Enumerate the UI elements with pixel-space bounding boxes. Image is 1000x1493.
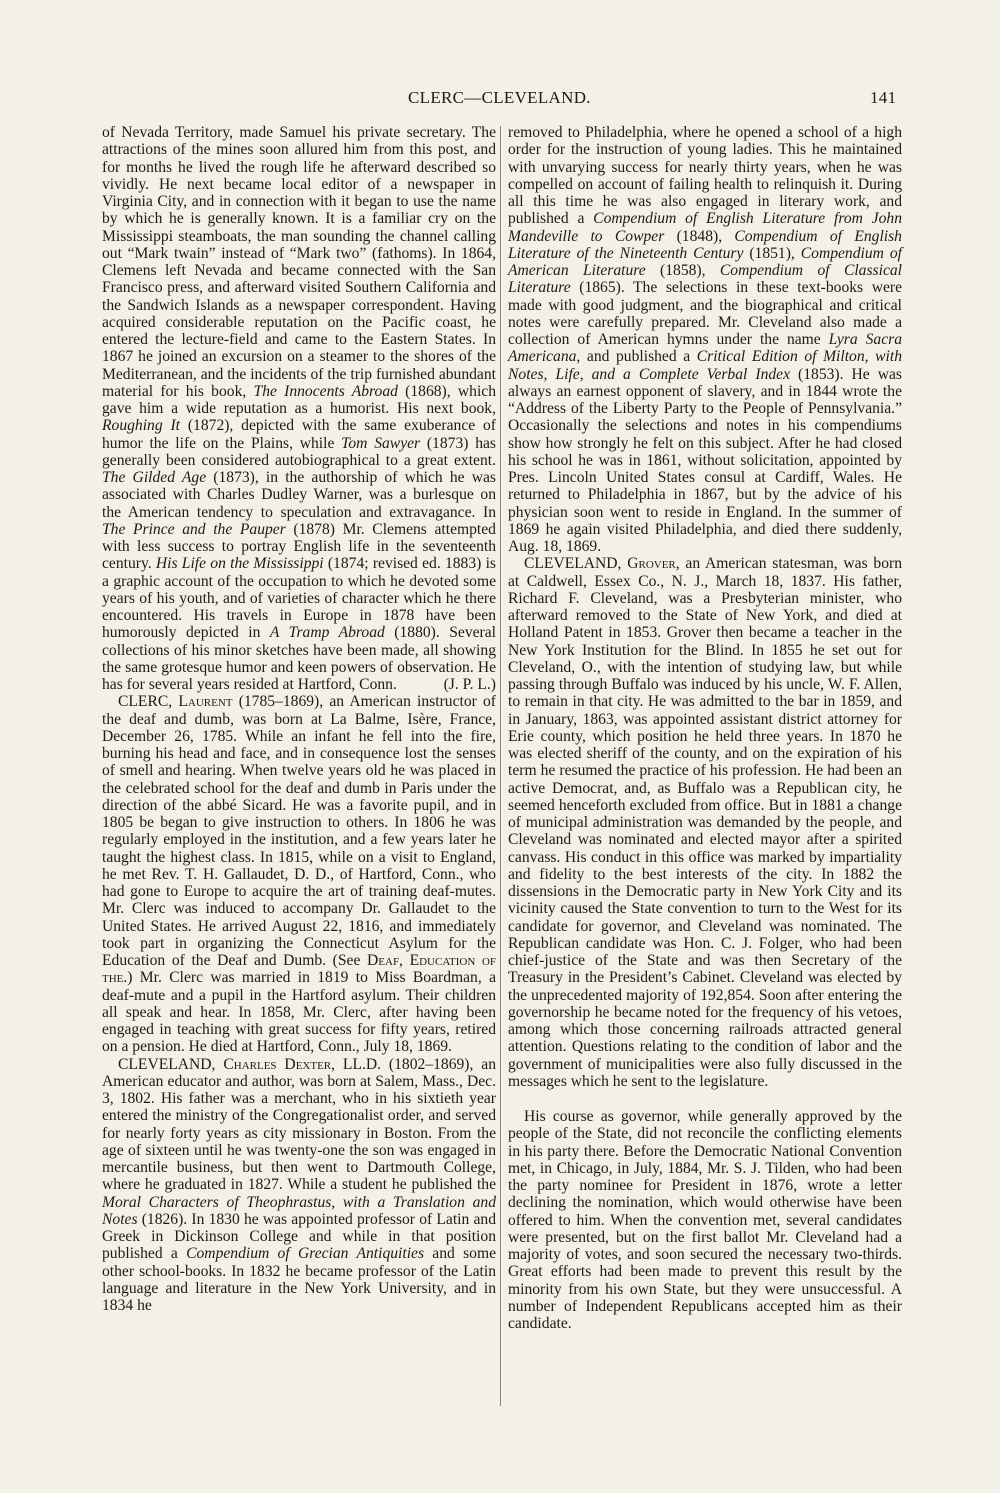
entry-grover-cleveland: CLEVELAND, Grover, an American statesman, was born at Caldwell, Essex Co., N. J., March 18, 1837. His father, Richard F. Cleveland, was a Presbyterian minister, who afterward removed to the State of New York, and died at Holland Patent in 1853. Grover then became a teacher in the New York Institution for the Blind. In 1855 he set out for Cleveland, O., with the intention of studying law, but while passing through Buffalo was induced by his uncle, W. F. Allen, to remain in that city. He was admitted to the bar in 1859, and in January, 1863, was appointed assistant district attorney for Erie county, which position he held three years. In 1870 he was elected sheriff of the county, and on the expiration of his term he resumed the practice of his profession. He had been an active Democrat, and, as Buffalo was a Republican city, he seemed henceforth excluded from office. But in 1881 a change of municipal administration was demanded by the people, and Cleveland was nominated and elected mayor after a spirited canvass. His conduct in this office was marked by impartiality and fidelity to the best interests of the city. In 1882 the dissensions in the Democratic party in New York City and its vicinity caused the State convention to turn to the West for its candidate for governor, and Cleveland was nominated. The Republican candidate was Hon. C. J. Folger, who had been chief-justice of the State and was then Secretary of the Treasury in the President’s Cabinet. Cleveland was elected by the unprecedented majority of 192,854. Soon after entering the governorship he became noted for the frequency of his vetoes, among which those concerning railroads attracted general attention. Questions relating to the condition of labor and the government of municipalities were also fully discussed in the messages which he sent to the legislature. xyxy=(508,555,902,1090)
book-title: Lyra Sacra Americana xyxy=(508,331,902,366)
book-title: Critical Edition of Milton, with Notes, Life, and a Complete Verbal Index xyxy=(508,348,902,383)
book-title: His Life on the Mississippi xyxy=(155,555,324,573)
grover-cleveland-paragraph-2: His course as governor, while generally approved by the people of the State, did not reconcile the conflicting elements in his party there. Before the Democratic National Convention met, in Chicago, in July, 1884, Mr. S. J. Tilden, who had been the party nominee for President in 1876, wrote a letter declining the nomination, which would otherwise have been offered to him. When the convention met, several candidates were presented, but on the first ballot Mr. Cleveland had a majority of votes, and soon secured the necessary two-thirds. Great efforts had been made to prevent this result by the minority from his own State, but they were unsuccessful. A number of Independent Republicans accepted him as their candidate. xyxy=(508,1108,902,1332)
book-title: The Innocents Abroad xyxy=(253,382,398,400)
column-divider xyxy=(500,126,501,1406)
book-title: A Tramp Abroad xyxy=(269,624,385,642)
author-signature: (J. P. L.) xyxy=(443,676,496,693)
book-title: Tom Sawyer xyxy=(341,434,421,452)
entry-headword: CLEVELAND, xyxy=(524,555,622,573)
entry-headword: CLERC, xyxy=(118,693,173,711)
entry-charles-dexter-cleveland: CLEVELAND, Charles Dexter, LL.D. (1802–1869), an American educator and author, was born at Salem, Mass., Dec. 3, 1802. His father was a merchant, who in his sixtieth year entered the ministry of the Congregationalist order, and served for nearly forty years as city missionary in Boston. From the age of sixteen until he was twenty-one the son was engaged in mercantile business, but then went to Dartmouth College, where he graduated in 1827. While a student he published the Moral Characters of Theophrastus, with a Translation and Notes (1826). In 1830 he was appointed professor of Latin and Greek in Dickinson College and while in that position published a Compendium of Grecian Antiquities and some other school-books. In 1832 he became professor of the Latin language and literature in the New York University, and in 1834 he xyxy=(102,1055,497,1314)
twain-entry-continuation: of Nevada Territory, made Samuel his private secretary. The attractions of the mines soon allured him from this post, and for months he lived the rough life he afterward described so vividly. He next became local editor of a newspaper in Virginia City, and in connection with it began to use the name by which he is generally known. It is a familiar cry on the Mississippi steamboats, the man sounding the channel calling out “Mark twain” instead of “Mark two” (fathoms). In 1864, Clemens left Nevada and became connected with the San Francisco press, and afterward visited Southern California and the Sandwich Islands as a newspaper correspondent. Having acquired considerable reputation on the Pacific coast, he entered the lecture-field and came to the Eastern States. In 1867 he joined an excursion on a steamer to the shores of the Mediterranean, and the incidents of the trip furnished abundant material for his book, The Innocents Abroad (1868), which gave him a wide reputation as a humorist. His next book, Roughing It (1872), depicted with the same exuberance of humor the life on the Plains, while Tom Sawyer (1873) has generally been considered autobiographical to a great extent. The Gilded Age (1873), in the authorship of which he was associated with Charles Dudley Warner, was a burlesque on the American tendency to speculation and extravagance. In The Prince and the Pauper (1878) Mr. Clemens attempted with less success to portray English life in the seventeenth century. His Life on the Mississippi (1874; revised ed. 1883) is a graphic account of the occupation to which he devoted some years of his youth, and of varieties of character which he there encountered. His travels in Europe in 1878 have been humorously depicted in A Tramp Abroad (1880). Several collections of his minor sketches have been made, all showing the same grotesque humor and keen powers of observation. He has for several years resided at Hartford, Conn. (J. P. L.) xyxy=(102,124,496,693)
entry-given-name: Laurent xyxy=(178,693,233,711)
cross-reference: Deaf, Education of the. xyxy=(102,952,497,987)
book-title: Compendium of Grecian Antiquities xyxy=(186,1245,425,1263)
left-column xyxy=(102,124,496,1314)
page-number: 141 xyxy=(870,88,897,107)
book-title: The Prince and the Pauper xyxy=(102,520,286,538)
entry-given-name: Grover xyxy=(627,555,676,573)
book-title: Compendium of American Literature xyxy=(508,244,902,279)
right-column xyxy=(508,124,902,1332)
entry-headword: CLEVELAND, xyxy=(118,1055,216,1073)
book-title: Compendium of English Literature of the Nineteenth Century xyxy=(508,227,902,262)
charles-dexter-cleveland-continuation: removed to Philadelphia, where he opened a school of a high order for the instruction of young ladies. This he maintained with unvarying success for nearly thirty years, when he was compelled on account of failing health to relinquish it. During all this time he was also engaged in literary work, and published a Compendium of English Literature from John Mandeville to Cowper (1848), Compendium of English Literature of the Nineteenth Century (1851), Compendium of American Literature (1858), Compendium of Classical Literature (1865). The selections in these text-books were made with good judgment, and the biographical and critical notes were carefully prepared. Mr. Cleveland also made a collection of American hymns under the name Lyra Sacra Americana, and published a Critical Edition of Milton, with Notes, Life, and a Complete Verbal Index (1853). He was always an earnest opponent of slavery, and in 1844 wrote the “Address of the Liberty Party to the People of Pennsylvania.” Occasionally the selections and notes in his compendiums show how strongly he felt on this subject. After he had closed his school he was in 1861, without solicitation, appointed by Pres. Lincoln United States consul at Cardiff, Wales. He returned to Philadelphia in 1867, but by the advice of his physician soon went to reside in England. In the summer of 1869 he again visited Philadelphia, and died there suddenly, Aug. 18, 1869. xyxy=(508,124,903,555)
running-head: CLERC—CLEVELAND. xyxy=(408,88,591,107)
page-header xyxy=(0,88,1000,112)
entry-given-name: Charles Dexter xyxy=(223,1055,332,1073)
book-title: Roughing It xyxy=(102,417,181,435)
book-title: Moral Characters of Theophrastus, with a Translation and Notes xyxy=(102,1193,496,1228)
book-title: Compendium of Classical Literature xyxy=(508,262,903,297)
entry-clerc: CLERC, Laurent (1785–1869), an American instructor of the deaf and dumb, was born at La Balme, Isère, France, December 26, 1785. While an infant he fell into the fire, burning his head and face, and in consequence lost the senses of smell and hearing. When twelve years old he was placed in the celebrated school for the deaf and dumb in Paris under the direction of the abbé Sicard. He was a favorite pupil, and in 1805 be began to give instruction to others. In 1806 he was regularly employed in the institution, and a few years later he taught the highest class. In 1815, while on a visit to England, he met Rev. T. H. Gallaudet, D. D., of Hartford, Conn., who had gone to Europe to acquire the art of training deaf-mutes. Mr. Clerc was induced to accompany Dr. Gallaudet to the United States. He arrived August 22, 1816, and immediately took part in organizing the Connecticut Asylum for the Education of the Deaf and Dumb. (See Deaf, Education of the.) Mr. Clerc was married in 1819 to Miss Boardman, a deaf-mute and a pupil in the Hartford asylum. Their children all speak and hear. In 1858, Mr. Clerc, after having been engaged in teaching with great success for fifty years, retired on a pension. He died at Hartford, Conn., July 18, 1869. xyxy=(102,693,497,1056)
book-title: Compendium of English Literature from John Mandeville to Cowper xyxy=(508,210,902,245)
book-title: The Gilded Age xyxy=(102,469,207,486)
